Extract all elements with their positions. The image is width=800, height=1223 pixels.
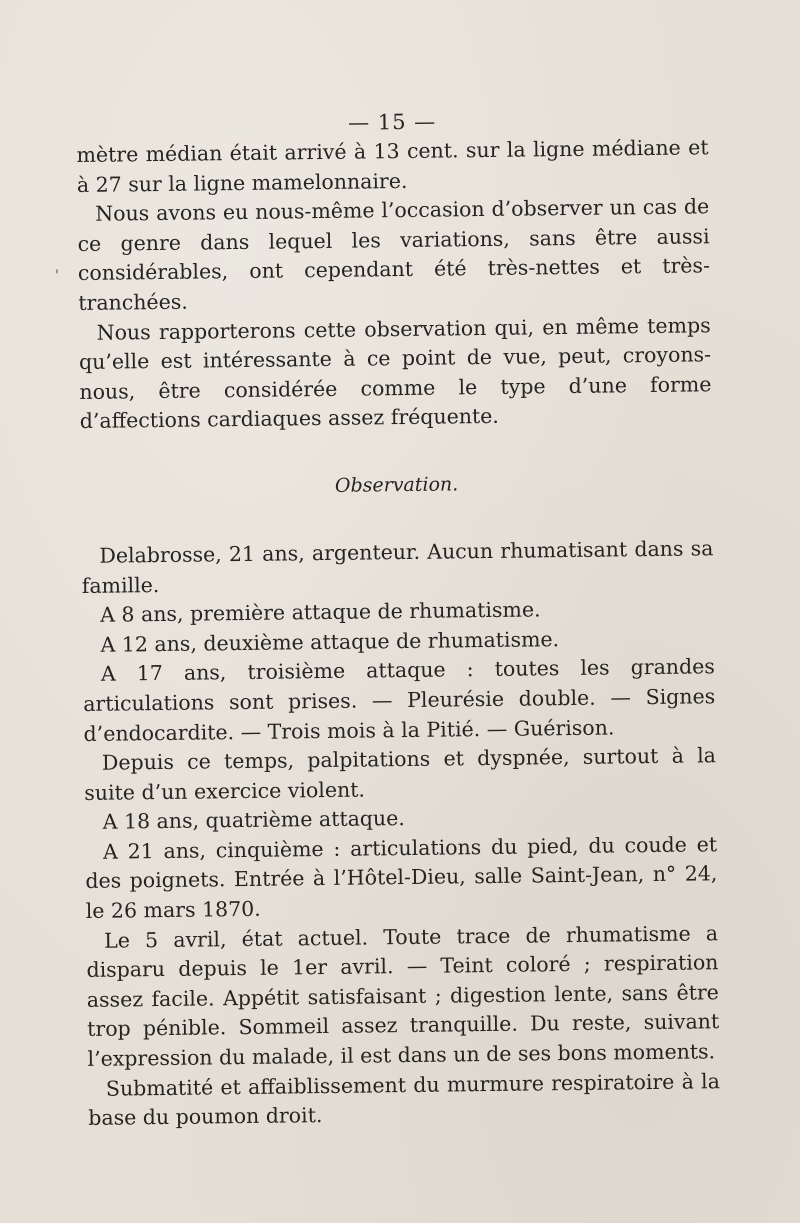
observation-paragraph: A 8 ans, première attaque de rhumatisme. [99,597,541,627]
observation-paragraph: A 12 ans, deuxième attaque de rhumatisme. [100,626,560,657]
page-number: — 15 — [347,109,437,135]
observation-paragraph: Depuis ce temps, palpitations et dyspnée, surtout à la suite d’un exercice violent. [84,743,717,805]
observation-paragraph: A 17 ans, troisième attaque : toutes les grandes articulations sont prises. — Pleurésie double. — Signes d’endocardite. — Trois mois à la Pitié. — Guérison. [83,654,716,746]
observation-paragraph: A 18 ans, quatrième attaque. [102,806,405,835]
observation-paragraph: A 21 ans, cinquième : articulations du pied, du coude et des poignets. Entrée à l’Hôtel-Dieu, salle Saint-Jean, n° 24, le 26 mars 1870. [85,832,718,924]
paragraph: Nous rapporterons cette observation qui, en même temps qu’elle est intéressante à ce point de vue, peut, croyons-nous, être considérée comme le type d’une forme d’affections cardiaques assez fréquente. [78,312,712,434]
observation-paragraph: Delabrosse, 21 ans, argenteur. Aucun rhumatisant dans sa famille. [81,536,714,598]
page-text [76,104,720,1133]
observation-paragraph: Submatité et affaiblissement du murmure respiratoire à la base du poumon droit. [88,1068,721,1131]
paragraph-continued: mètre médian était arrivé à 13 cent. sur la ligne médiane et à 27 sur la ligne mamelonnaire. [76,135,709,197]
paragraph: Nous avons eu nous-même l’occasion d’observer un cas de ce genre dans lequel les variations, sans être aussi considérables, ont cependant été très-nettes et très-tranchées. [77,194,711,315]
margin-mark: ' [55,268,59,284]
observation-paragraph: Le 5 avril, état actuel. Toute trace de rhumatisme a disparu depuis le 1er avril. — Teint coloré ; respiration assez facile. Appétit satisfaisant ; digestion lente, sans être trop pénible. Sommeil assez tranquille. Du reste, suivant l’expression du malade, il est dans un de ses bons moments. [86,920,720,1071]
section-heading: Observation. [334,473,459,497]
